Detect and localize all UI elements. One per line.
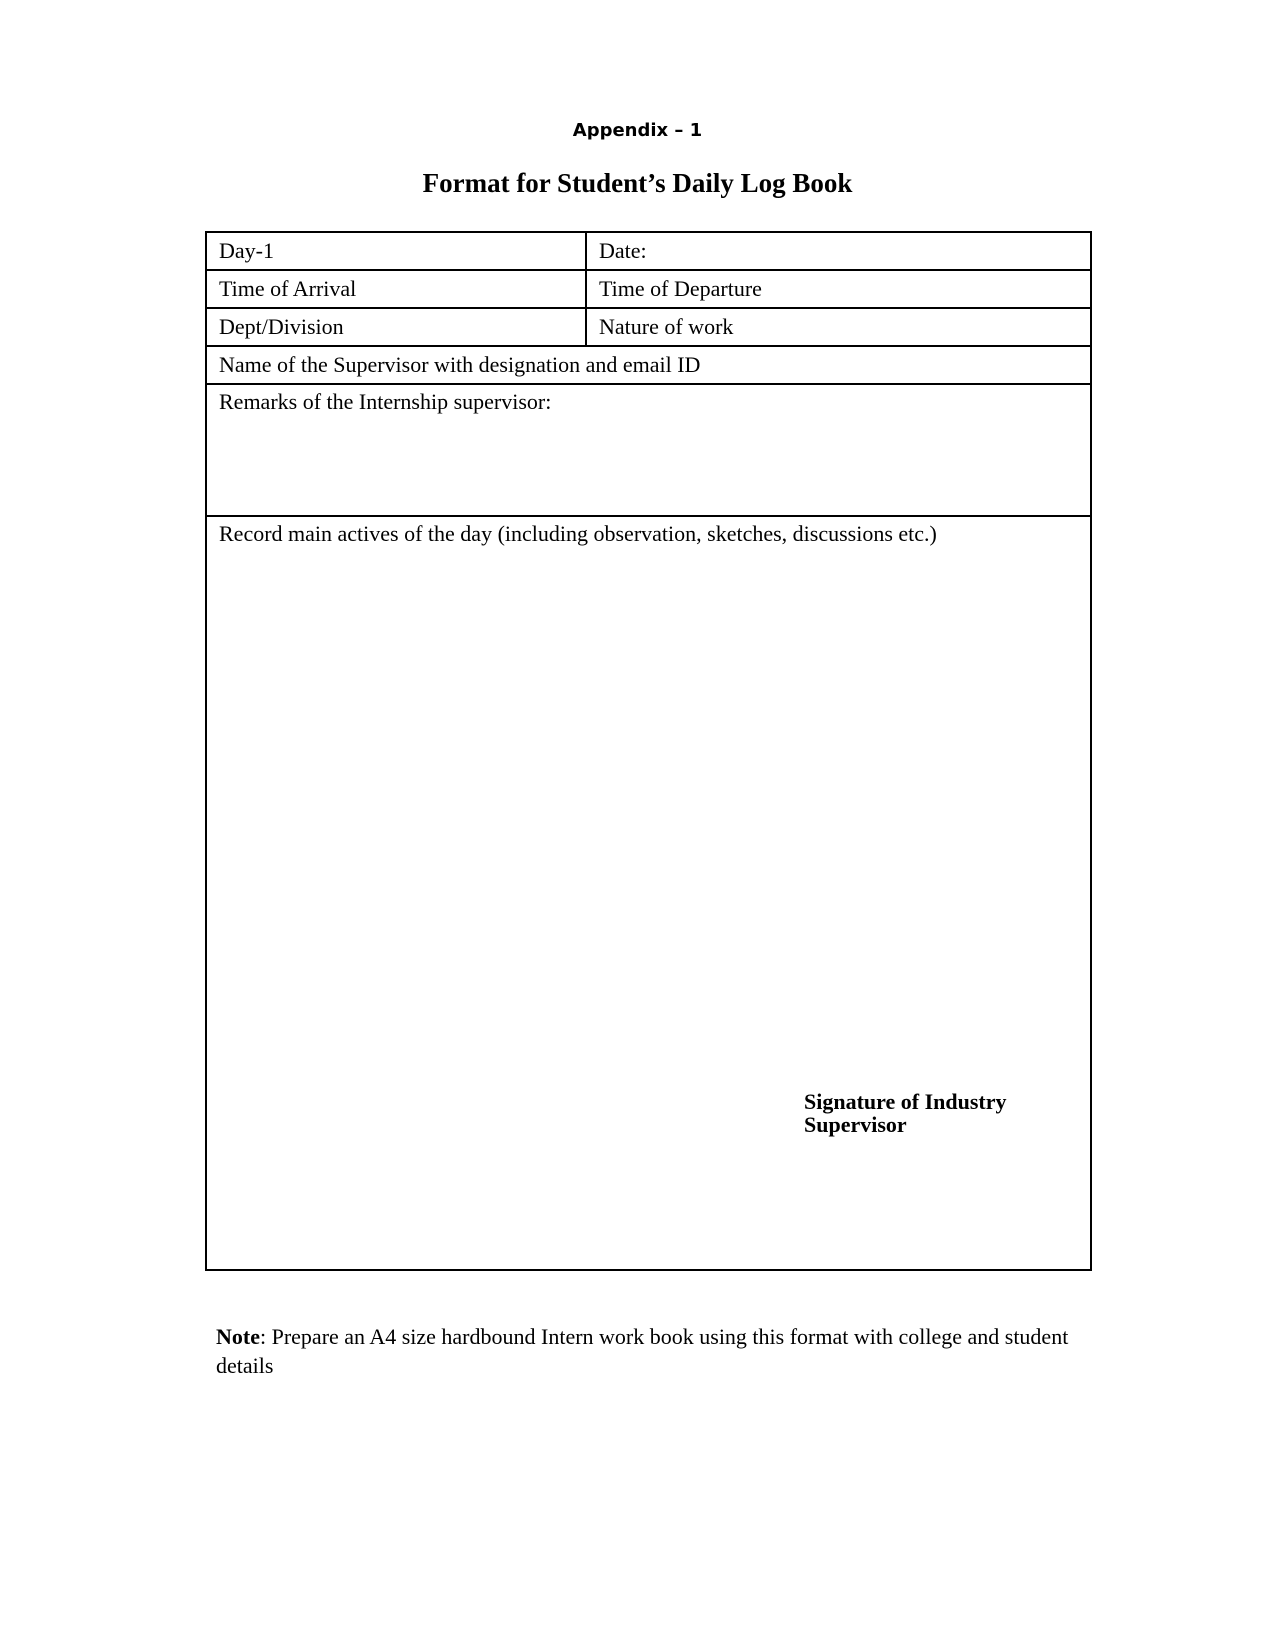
dept-division-cell: Dept/Division bbox=[206, 308, 586, 346]
note-text: : Prepare an A4 size hardbound Intern work book using this format with college and student details bbox=[216, 1324, 1069, 1378]
signature-line-1: Signature of Industry bbox=[804, 1089, 1007, 1114]
note-paragraph bbox=[216, 1322, 1076, 1380]
daily-log-table bbox=[205, 231, 1092, 1271]
date-cell: Date: bbox=[586, 232, 1091, 270]
table-row bbox=[206, 346, 1091, 384]
note-label: Note bbox=[216, 1324, 260, 1349]
table-row bbox=[206, 384, 1091, 516]
time-of-departure-cell: Time of Departure bbox=[586, 270, 1091, 308]
nature-of-work-cell: Nature of work bbox=[586, 308, 1091, 346]
appendix-heading: Appendix – 1 bbox=[572, 120, 703, 141]
signature-label bbox=[804, 1090, 1034, 1136]
table-row bbox=[206, 270, 1091, 308]
supervisor-name-cell: Name of the Supervisor with designation and email ID bbox=[206, 346, 1091, 384]
remarks-cell: Remarks of the Internship supervisor: bbox=[206, 384, 1091, 516]
page-title: Format for Student’s Daily Log Book bbox=[422, 168, 853, 198]
record-activities-cell bbox=[206, 516, 1091, 1270]
signature-line-2: Supervisor bbox=[804, 1112, 907, 1137]
table-row bbox=[206, 232, 1091, 270]
table-row bbox=[206, 516, 1091, 1270]
day-cell: Day-1 bbox=[206, 232, 586, 270]
table-row bbox=[206, 308, 1091, 346]
time-of-arrival-cell: Time of Arrival bbox=[206, 270, 586, 308]
record-activities-label: Record main actives of the day (including observation, sketches, discussions etc.) bbox=[219, 521, 937, 546]
